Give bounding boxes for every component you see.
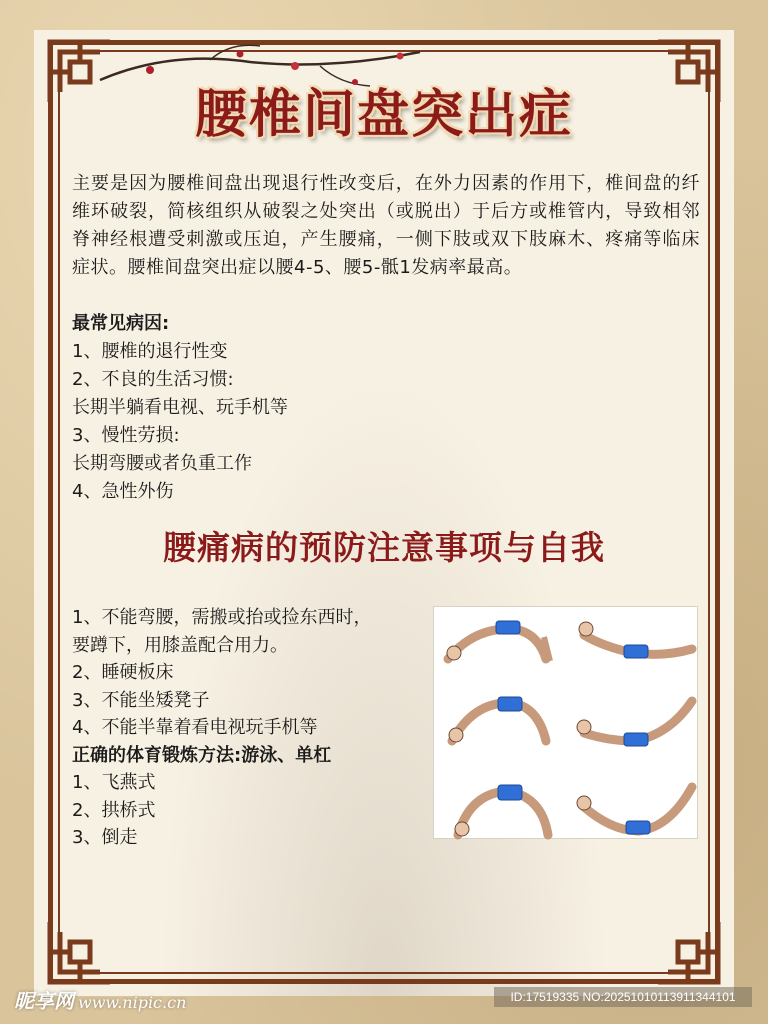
intro-paragraph: 主要是因为腰椎间盘出现退行性改变后，在外力因素的作用下，椎间盘的纤维环破裂，简核组织从破裂之处突出（或脱出）于后方或椎管内，导致相邻脊神经根遭受刺激或压迫，产生腰痛，一侧下肢或双下肢麻木、疼痛等临床症状。腰椎间盘突出症以腰4-5、腰5-骶1发病率最高。 — [72, 173, 700, 278]
cause-item: 3、慢性劳损: — [72, 425, 180, 446]
knot-corner-icon — [652, 916, 724, 988]
exercise-illustration — [433, 606, 698, 839]
cause-item: 长期弯腰或者负重工作 — [72, 453, 252, 474]
cause-item: 4、急性外伤 — [72, 481, 174, 502]
prevention-item: 2、睡硬板床 — [72, 662, 174, 683]
exercise-item: 3、倒走 — [72, 827, 138, 848]
cause-item: 1、腰椎的退行性变 — [72, 341, 228, 362]
watermark-logo — [14, 985, 186, 1014]
swallow-pose-figure-icon — [577, 701, 692, 746]
exercise-item: 2、拱桥式 — [72, 799, 156, 821]
section-subtitle: 腰痛病的预防注意事项与自我 — [163, 528, 605, 567]
cause-item: 2、不良的生活习惯: — [72, 369, 234, 390]
page-title: 腰椎间盘突出症 — [194, 85, 573, 145]
exercise-item: 1、飞燕式 — [72, 772, 156, 793]
cause-item: 长期半躺看电视、玩手机等 — [72, 397, 288, 418]
bridge-pose-figure-icon — [449, 697, 546, 742]
causes-heading: 最常见病因: — [72, 313, 170, 334]
swallow-pose-figure-icon — [579, 622, 692, 658]
prevention-item: 4、不能半靠着看电视玩手机等 — [72, 717, 318, 738]
watermark-url: www.nipic.cn — [78, 993, 187, 1012]
exercise-heading: 正确的体育锻炼方法:游泳、单杠 — [72, 744, 332, 766]
bridge-pose-figure-icon — [455, 785, 548, 836]
causes-section — [72, 310, 672, 506]
watermark-id: ID:17519335 NO:20251010113911344101 — [494, 987, 752, 1007]
prevention-item: 要蹲下，用膝盖配合用力。 — [72, 634, 288, 656]
prevention-section — [72, 604, 422, 852]
watermark-logo-text: 昵享网 — [14, 989, 74, 1013]
knot-corner-icon — [44, 916, 116, 988]
bridge-pose-figure-icon — [447, 621, 550, 661]
prevention-item: 1、不能弯腰，需搬或抬或捡东西时， — [72, 607, 372, 628]
swallow-pose-figure-icon — [577, 787, 692, 834]
prevention-item: 3、不能坐矮凳子 — [72, 689, 210, 711]
